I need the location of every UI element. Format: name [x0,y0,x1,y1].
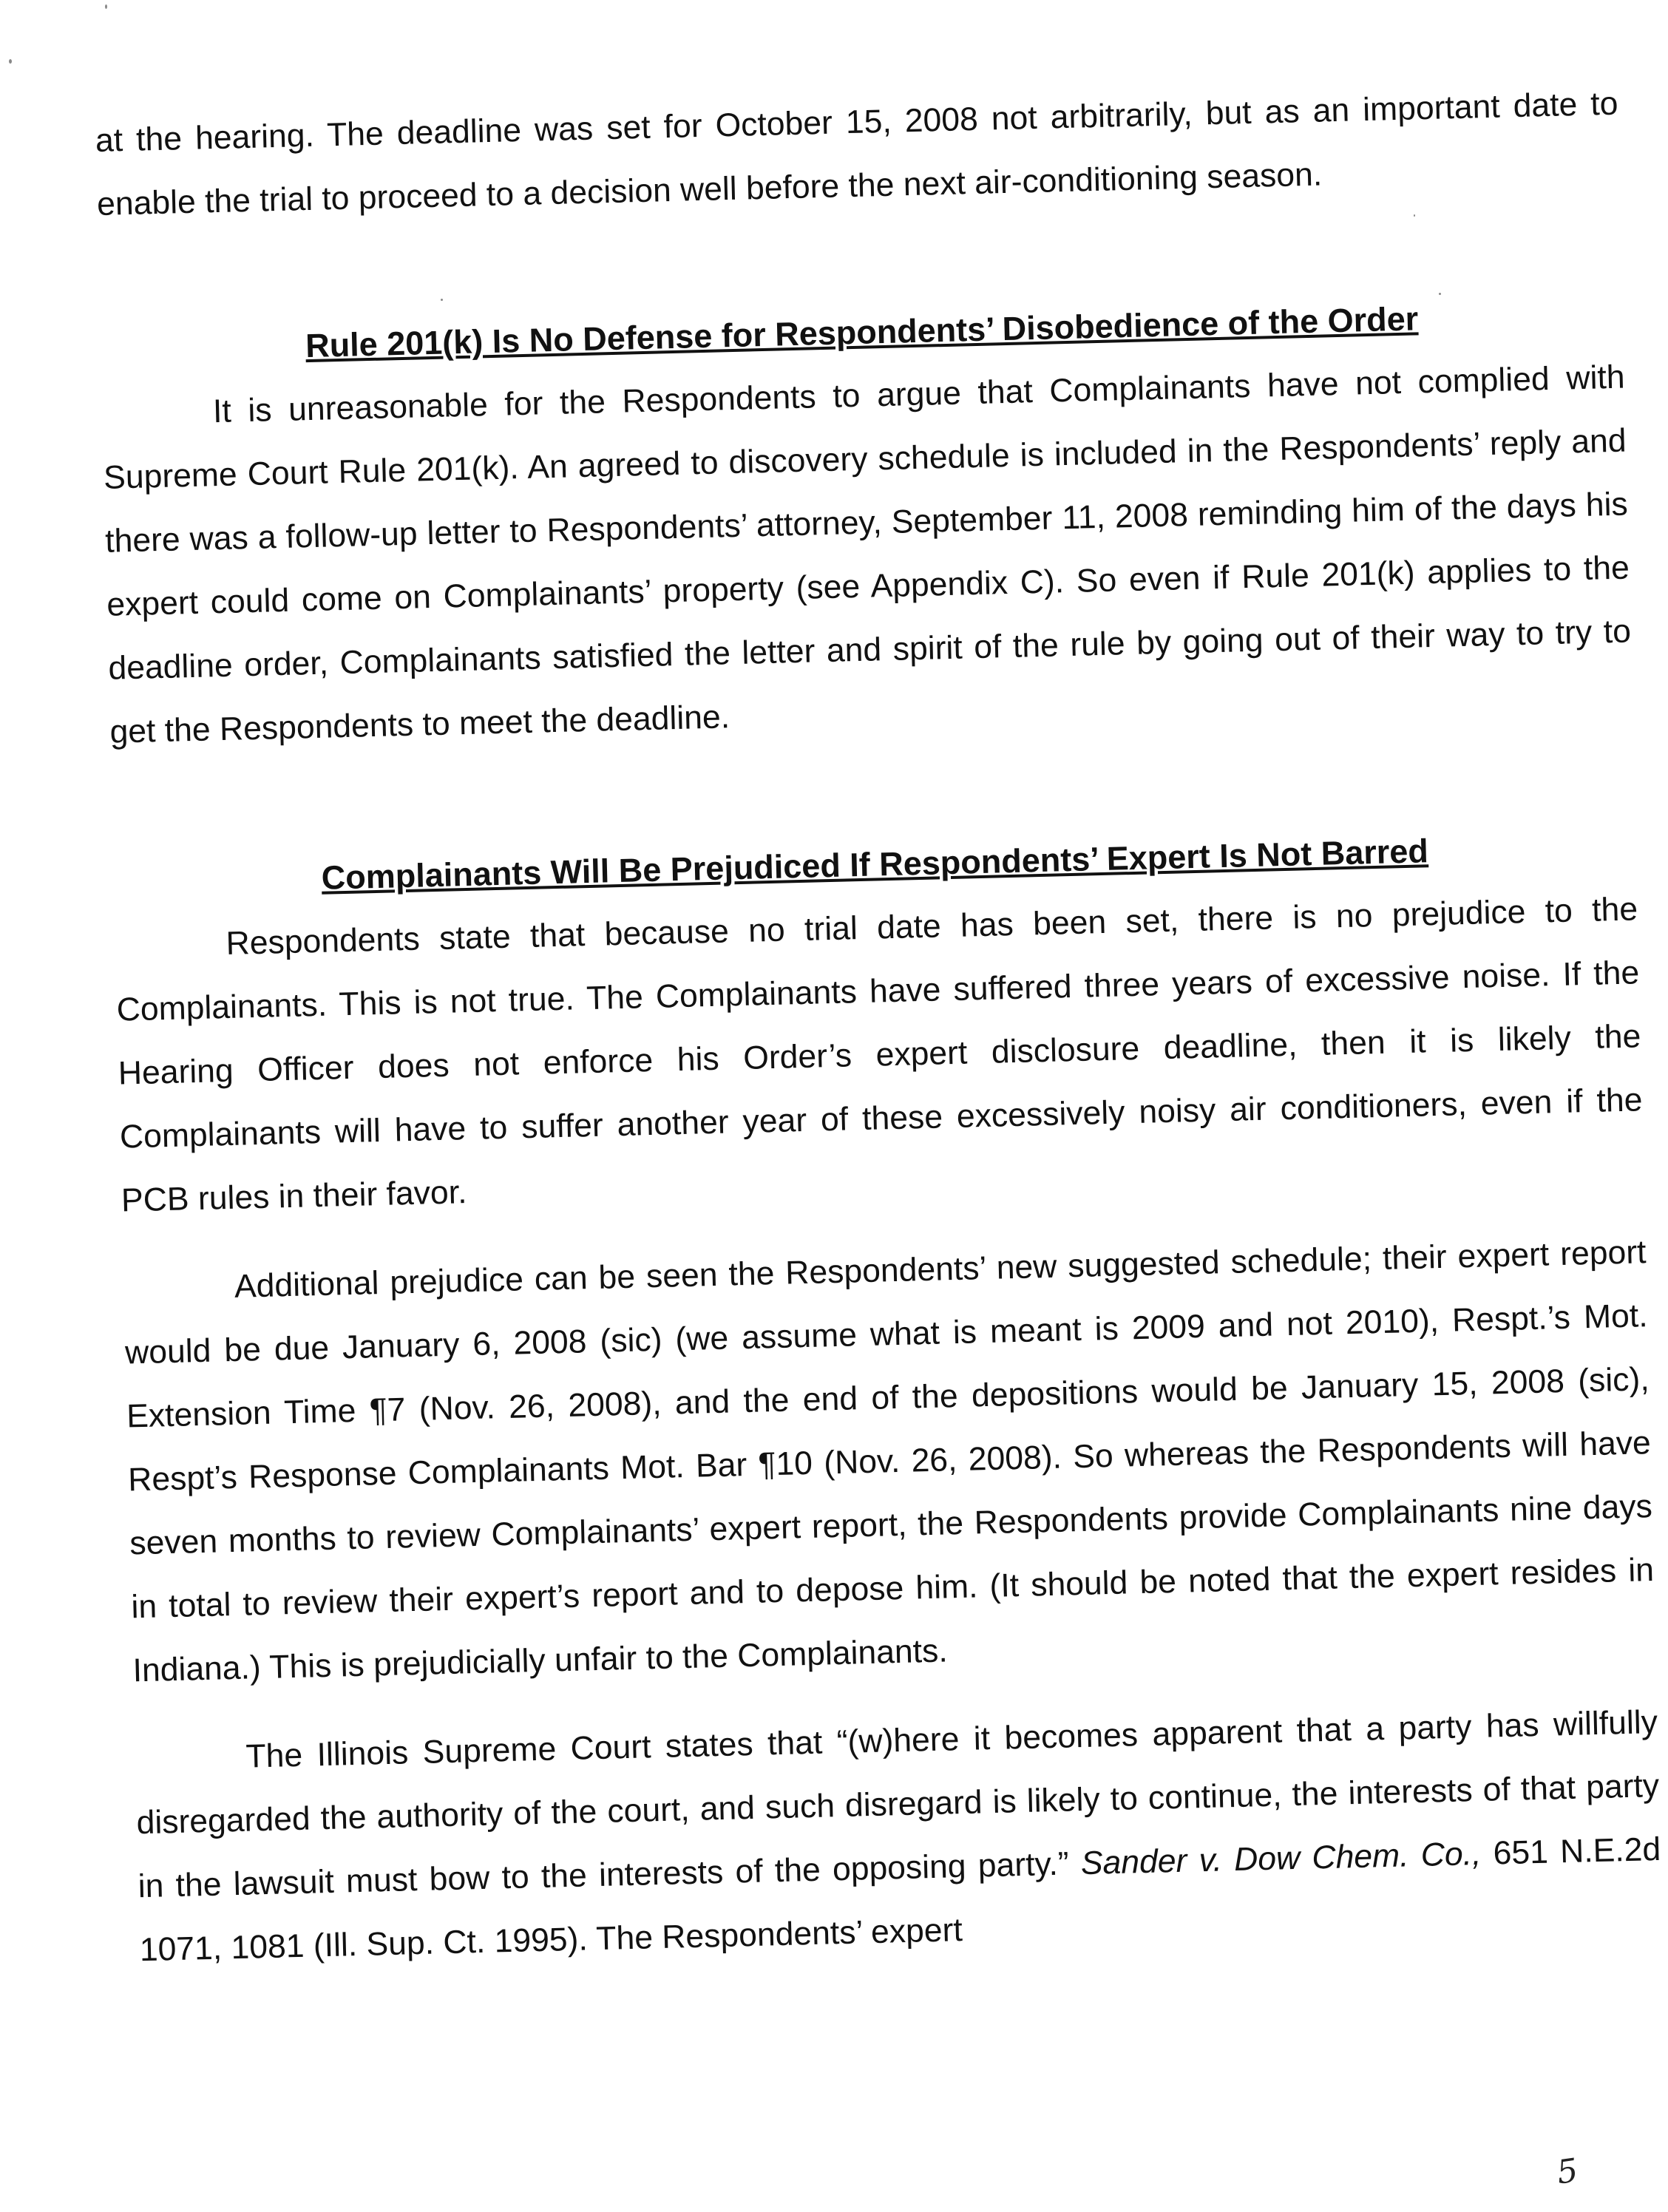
section2-paragraph-3 [135,1691,1664,1982]
scan-speck [9,59,12,64]
section-heading-rule-201k: Rule 201(k) Is No Defense for Respondents’ Disobedience of the Order [305,299,1419,365]
intro-paragraph: at the hearing. The deadline was set for October 15, 2008 not arbitrarily, but as an important date to enable the trial to proceed to a decision well before the next air-conditioning season. [95,85,1619,223]
citation-detail: 651 N.E.2d 1071, 1081 (Ill. Sup. Ct. 1995). The Respondents’ expert [139,1831,1661,1969]
section2-paragraph-2: Additional prejudice can be seen the Respondents’ new suggested schedule; their expert report would be due January 6, 2008 (sic) (we assume what is meant is 2009 and not 2010), Respt.’s Mot. Extension Time ¶7 (Nov. 26, 2008), and the end of the depositions would be January 15, 2008 (sic), Respt’s Response Complainants Mot. Bar ¶10 (Nov. 26, 2008). So whereas the Respondents will have seven months to review Complainants’ expert report, the Respondents provide Complainants nine days in total to review their expert’s report and to depose him. (It should be noted that the expert resides in Indiana.) This is prejudicially unfair to the Complainants. [124,1234,1655,1689]
section2-paragraph-1: Respondents state that because no trial date has been set, there is no prejudice to the Complainants. This is not true. The Complainants have suffered three years of excessive noise. If the Hearing Officer does not enforce his Order’s expert disclosure deadline, then it is likely the Complainants will have to suffer another year of these excessively noisy air conditioners, even if the PCB rules in their favor. [116,891,1643,1219]
document-body [95,72,1663,1983]
scan-speck [105,4,107,9]
quote-text: The Illinois Supreme Court states that “(w)here it becomes apparent that a party has willfully disregarded the authority of the court, and such disregard is likely to continue, the interests of that party in the lawsuit must bow to the interests of the opposing party.” [136,1704,1660,1905]
page-number: 5 [1554,2151,1581,2192]
section1-paragraph: It is unreasonable for the Respondents to argue that Complainants have not complied with Supreme Court Rule 201(k). An agreed to discovery schedule is included in the Respondents’ reply and there was a follow-up letter to Respondents’ attorney, September 11, 2008 reminding him of the days his expert could come on Complainants’ property (see Appendix C). So even if Rule 201(k) applies to the deadline order, Complainants satisfied the letter and spirit of the rule by going out of their way to try to get the Respondents to meet the deadline. [103,359,1632,750]
section-heading-prejudice: Complainants Will Be Prejudiced If Respondents’ Expert Is Not Barred [321,832,1429,897]
case-citation: Sander v. Dow Chem. Co., [1080,1835,1482,1882]
